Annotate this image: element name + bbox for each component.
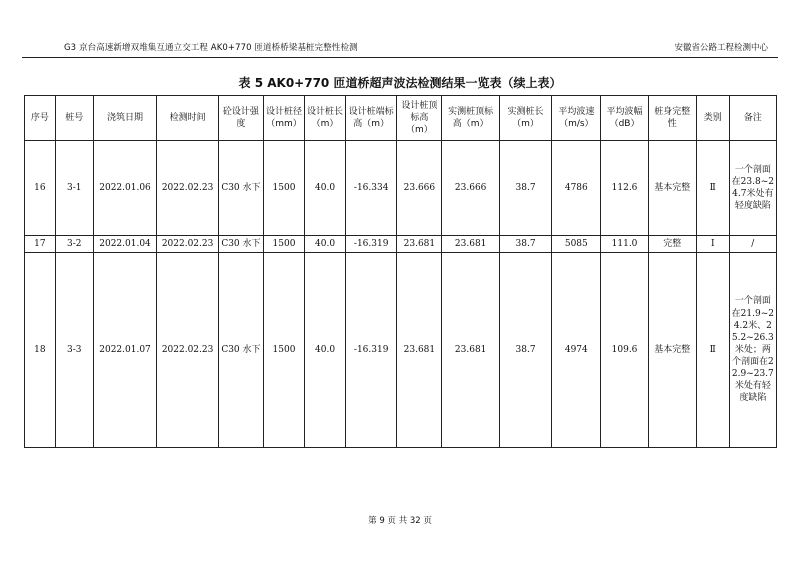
table-cell: 38.7 <box>499 141 551 236</box>
results-table <box>24 95 777 448</box>
document-header-right: 安徽省公路工程检测中心 <box>674 43 768 53</box>
header-divider <box>22 57 778 58</box>
table-cell: C30 水下 <box>218 141 263 236</box>
column-header: 设计桩长（m） <box>305 96 346 141</box>
table-cell: -16.334 <box>346 141 397 236</box>
table-cell: 2022.02.23 <box>157 236 219 253</box>
remarks-cell: 一个剖面在21.9~24.2米、25.2~26.3米处；两个剖面在22.9~23.7米处有轻度缺陷 <box>729 253 776 448</box>
table-cell: C30 水下 <box>218 236 263 253</box>
table-title: 表 5 AK0+770 匝道桥超声波法检测结果一览表（续上表） <box>238 76 562 90</box>
table-cell: 23.681 <box>442 236 499 253</box>
table-cell: 40.0 <box>305 236 346 253</box>
table-cell: 4786 <box>552 141 601 236</box>
table-cell: 23.681 <box>442 253 499 448</box>
column-header: 设计桩端标高（m） <box>346 96 397 141</box>
table-cell: -16.319 <box>346 253 397 448</box>
remarks-cell: / <box>729 236 776 253</box>
table-cell: 2022.01.04 <box>93 236 157 253</box>
table-cell: -16.319 <box>346 236 397 253</box>
table-cell: 2022.02.23 <box>157 141 219 236</box>
table-cell: 1500 <box>263 236 304 253</box>
table-cell: C30 水下 <box>218 253 263 448</box>
table-cell: 109.6 <box>601 253 648 448</box>
table-cell: 5085 <box>552 236 601 253</box>
table-cell: 38.7 <box>499 253 551 448</box>
table-row <box>25 141 777 236</box>
table-cell: 4974 <box>552 253 601 448</box>
table-cell: 3-1 <box>55 141 93 236</box>
table-cell: 23.666 <box>397 141 442 236</box>
column-header: 检测时间 <box>157 96 219 141</box>
table-cell: Ⅱ <box>696 141 729 236</box>
page-number: 第 9 页 共 32 页 <box>368 516 432 526</box>
column-header: 砼设计强度 <box>218 96 263 141</box>
column-header: 设计桩顶标高（m） <box>397 96 442 141</box>
table-cell: 23.681 <box>397 253 442 448</box>
table-cell: Ⅱ <box>696 253 729 448</box>
column-header: 平均波幅（dB） <box>601 96 648 141</box>
table-cell: 112.6 <box>601 141 648 236</box>
table-cell: 23.681 <box>397 236 442 253</box>
table-cell: 17 <box>25 236 56 253</box>
table-header-row <box>25 96 777 141</box>
table-cell: 1500 <box>263 141 304 236</box>
table-row <box>25 236 777 253</box>
table-cell: 111.0 <box>601 236 648 253</box>
table-cell: 完整 <box>648 236 696 253</box>
table-cell: 1500 <box>263 253 304 448</box>
table-cell: 2022.01.06 <box>93 141 157 236</box>
table-row <box>25 253 777 448</box>
table-cell: 基本完整 <box>648 253 696 448</box>
column-header: 实测桩顶标高（m） <box>442 96 499 141</box>
column-header: 平均波速（m/s） <box>552 96 601 141</box>
column-header: 浇筑日期 <box>93 96 157 141</box>
table-cell: Ⅰ <box>696 236 729 253</box>
column-header: 桩号 <box>55 96 93 141</box>
table-cell: 18 <box>25 253 56 448</box>
table-cell: 23.666 <box>442 141 499 236</box>
column-header: 桩身完整性 <box>648 96 696 141</box>
table-cell: 3-3 <box>55 253 93 448</box>
table-cell: 基本完整 <box>648 141 696 236</box>
column-header: 类别 <box>696 96 729 141</box>
column-header: 设计桩径（mm） <box>263 96 304 141</box>
table-cell: 40.0 <box>305 141 346 236</box>
remarks-cell: 一个剖面在23.8~24.7米处有轻度缺陷 <box>729 141 776 236</box>
table-cell: 2022.01.07 <box>93 253 157 448</box>
table-cell: 3-2 <box>55 236 93 253</box>
table-cell: 16 <box>25 141 56 236</box>
column-header: 实测桩长（m） <box>499 96 551 141</box>
column-header: 序号 <box>25 96 56 141</box>
table-cell: 2022.02.23 <box>157 253 219 448</box>
column-header: 备注 <box>729 96 776 141</box>
document-header-left: G3 京台高速新增双堆集互通立交工程 AK0+770 匝道桥桥梁基桩完整性检测 <box>64 43 358 53</box>
table-cell: 38.7 <box>499 236 551 253</box>
table-cell: 40.0 <box>305 253 346 448</box>
